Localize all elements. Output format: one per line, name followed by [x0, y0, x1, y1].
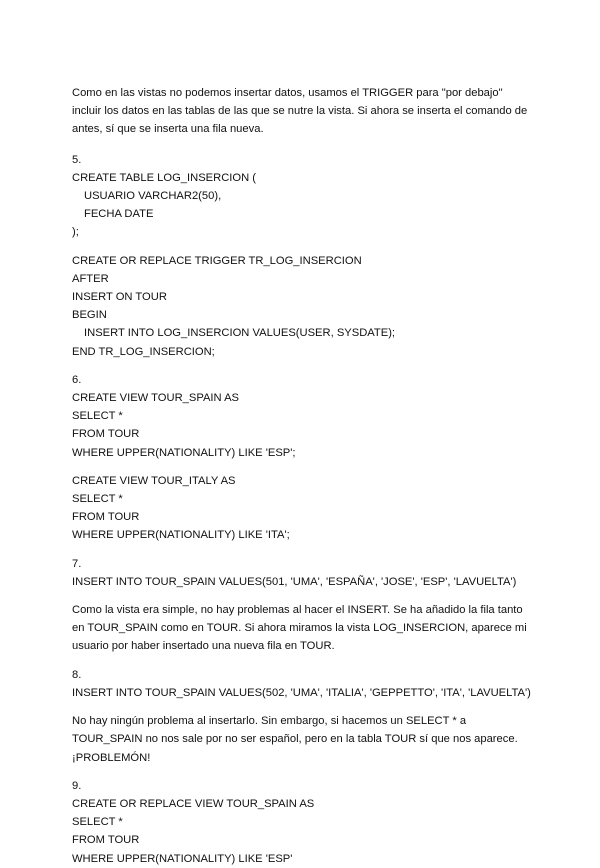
intro-line: antes, sí que se inserta una fila nueva. — [72, 123, 264, 136]
explanation-paragraph — [72, 712, 572, 767]
code-line: INSERT INTO TOUR_SPAIN VALUES(502, 'UMA', 'ITALIA', 'GEPPETTO', 'ITA', 'LAVUELTA') — [72, 686, 531, 699]
insert-block — [72, 684, 572, 702]
code-line: WHERE UPPER(NATIONALITY) LIKE 'ITA'; — [72, 529, 290, 542]
paragraph-line: ¡PROBLEMÓN! — [72, 751, 151, 764]
intro-line: Como en las vistas no podemos insertar datos, usamos el TRIGGER para "por debajo" — [72, 87, 503, 99]
spacer — [72, 767, 572, 777]
spacer — [72, 242, 572, 252]
paragraph-line: usuario por haber insertado una nueva fila en TOUR. — [72, 640, 335, 653]
code-line: INSERT INTO TOUR_SPAIN VALUES(501, 'UMA', 'ESPAÑA', 'JOSE', 'ESP', 'LAVUELTA') — [72, 575, 517, 588]
paragraph-line: en TOUR_SPAIN como en TOUR. Si ahora miramos la vista LOG_INSERCION, aparece mi — [72, 622, 527, 635]
spacer — [72, 545, 572, 555]
create-table-block — [72, 169, 572, 242]
section-9 — [72, 777, 572, 868]
code-line: CREATE VIEW TOUR_ITALY AS — [72, 474, 236, 487]
spacer — [72, 462, 572, 472]
code-line: CREATE VIEW TOUR_SPAIN AS — [72, 392, 240, 405]
code-line: FROM TOUR — [72, 511, 140, 524]
explanation-paragraph — [72, 601, 572, 656]
view-spain-block — [72, 389, 572, 462]
spacer — [72, 591, 572, 601]
section-number: 6. — [72, 373, 82, 386]
section-number: 5. — [72, 153, 82, 166]
spacer — [72, 139, 572, 151]
section-5 — [72, 151, 572, 361]
intro-paragraph — [72, 84, 572, 139]
replace-view-block — [72, 795, 572, 868]
spacer — [72, 361, 572, 371]
code-line: USUARIO VARCHAR2(50), — [84, 190, 222, 203]
intro-line: incluir los datos en las tablas de las que se nutre la vista. Si ahora se inserta el comando de — [72, 105, 528, 118]
trigger-block — [72, 252, 572, 361]
code-line: CREATE TABLE LOG_INSERCION ( — [72, 171, 257, 184]
document-page — [72, 84, 572, 868]
spacer — [72, 702, 572, 712]
code-line: SELECT * — [72, 410, 123, 423]
code-line: CREATE OR REPLACE TRIGGER TR_LOG_INSERCION — [72, 254, 362, 267]
code-line: SELECT * — [72, 493, 123, 506]
code-line: ); — [72, 226, 79, 239]
paragraph-line: Como la vista era simple, no hay problemas al hacer el INSERT. Se ha añadido la fila tanto — [72, 604, 523, 617]
code-line: END TR_LOG_INSERCION; — [72, 345, 215, 358]
section-number: 9. — [72, 779, 82, 792]
section-8 — [72, 666, 572, 767]
paragraph-line: TOUR_SPAIN no nos sale por no ser español, pero en la tabla TOUR sí que nos aparece. — [72, 733, 518, 746]
paragraph-line: No hay ningún problema al insertarlo. Sin embargo, si hacemos un SELECT * a — [72, 715, 467, 728]
spacer — [72, 656, 572, 666]
code-line: BEGIN — [72, 309, 107, 322]
insert-block — [72, 573, 572, 591]
section-6 — [72, 371, 572, 545]
code-line: INSERT ON TOUR — [72, 291, 167, 304]
code-line: SELECT * — [72, 816, 123, 829]
code-line: FROM TOUR — [72, 834, 140, 847]
code-line: WHERE UPPER(NATIONALITY) LIKE 'ESP'; — [72, 446, 296, 459]
code-line: FECHA DATE — [84, 208, 154, 221]
section-7 — [72, 555, 572, 656]
code-line: AFTER — [72, 272, 109, 285]
section-number: 8. — [72, 668, 82, 681]
section-number: 7. — [72, 557, 82, 570]
code-line: CREATE OR REPLACE VIEW TOUR_SPAIN AS — [72, 797, 315, 810]
code-line: INSERT INTO LOG_INSERCION VALUES(USER, SYSDATE); — [84, 327, 396, 340]
code-line: WHERE UPPER(NATIONALITY) LIKE 'ESP' — [72, 852, 293, 865]
view-italy-block — [72, 472, 572, 545]
code-line: FROM TOUR — [72, 428, 140, 441]
